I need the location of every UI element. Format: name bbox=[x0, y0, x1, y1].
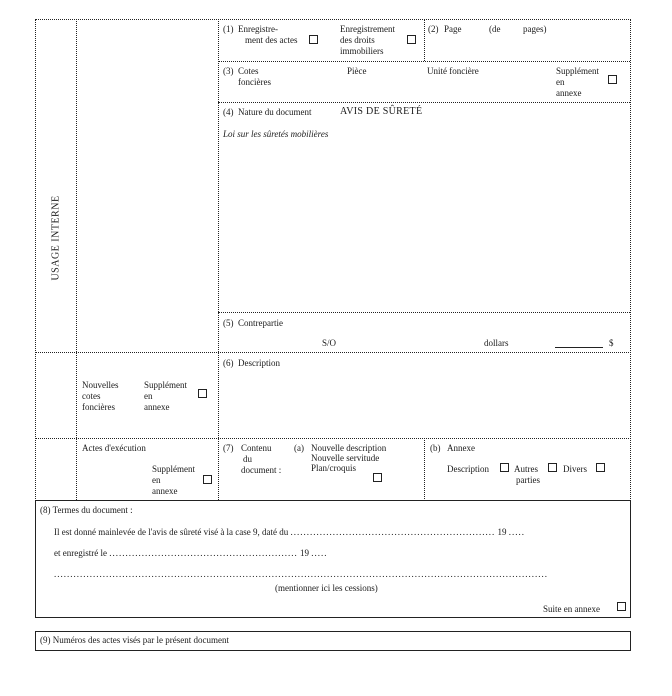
divider bbox=[424, 438, 425, 501]
cessions-dots: ........................................................................................................................................................ bbox=[54, 569, 548, 579]
actes-supplement-label bbox=[152, 464, 195, 497]
nouv-supp-line-2: en bbox=[144, 391, 153, 401]
droits-line-3: immobiliers bbox=[340, 46, 384, 56]
field-7a-checkbox[interactable] bbox=[373, 473, 382, 482]
autres-line-2: parties bbox=[516, 475, 540, 485]
autres-line-1: Autres bbox=[514, 464, 538, 474]
date-field[interactable]: ............................................................... bbox=[290, 527, 496, 537]
supp-line-2: en bbox=[556, 77, 565, 87]
cessions-field[interactable] bbox=[54, 569, 624, 581]
nature-label: Nature du document bbox=[238, 107, 312, 117]
form-top-box bbox=[35, 19, 631, 501]
contenu-line-3: document : bbox=[241, 465, 282, 475]
annexe-description-label: Description bbox=[447, 464, 489, 474]
droits-line-1: Enregistrement bbox=[340, 24, 395, 34]
contenu-label bbox=[241, 443, 281, 476]
terms-line-2-text: et enregistré le bbox=[54, 548, 107, 558]
cotes-line-2: foncières bbox=[238, 77, 271, 87]
divider bbox=[76, 19, 77, 500]
nouvelle-description: Nouvelle description bbox=[311, 443, 387, 453]
actes-supp-line-3: annexe bbox=[152, 486, 178, 496]
contenu-line-1: Contenu bbox=[241, 443, 272, 453]
divider bbox=[424, 19, 425, 61]
supplement-checkbox[interactable] bbox=[608, 75, 617, 84]
supplement-label bbox=[556, 66, 599, 99]
actes-supp-line-2: en bbox=[152, 475, 161, 485]
field-1-actes-label bbox=[238, 24, 297, 46]
droits-line-2: des droits bbox=[340, 35, 375, 45]
divers-checkbox[interactable] bbox=[596, 463, 605, 472]
terms-line-1 bbox=[54, 527, 525, 537]
unite-fonciere-label: Unité foncière bbox=[427, 66, 479, 76]
nouvelles-cotes-label bbox=[82, 380, 119, 413]
year-prefix: 19 bbox=[497, 527, 507, 537]
cotes-label bbox=[238, 66, 271, 88]
annexe-description-checkbox[interactable] bbox=[500, 463, 509, 472]
divider bbox=[35, 352, 631, 353]
field-5-number: (5) bbox=[223, 318, 234, 328]
section-8-box bbox=[35, 500, 631, 618]
plan-croquis: Plan/croquis bbox=[311, 463, 356, 473]
nouvelle-servitude: Nouvelle servitude bbox=[311, 453, 380, 463]
year-field-2[interactable]: ..... bbox=[311, 548, 328, 558]
field-1-number: (1) bbox=[223, 24, 234, 34]
divider bbox=[218, 61, 630, 62]
actes-execution-label: Actes d'exécution bbox=[82, 443, 146, 453]
cotes-line-1: Cotes bbox=[238, 66, 259, 76]
divider bbox=[218, 102, 630, 103]
field-7b-marker: (b) bbox=[430, 443, 441, 453]
terms-line-1-text: Il est donné mainlevée de l'avis de sûreté visé à la case 9, daté du bbox=[54, 527, 289, 537]
droits-checkbox[interactable] bbox=[407, 35, 416, 44]
section-9-title: (9) Numéros des actes visés par le présent document bbox=[40, 635, 229, 645]
supp-line-3: annexe bbox=[556, 88, 582, 98]
field-2-number: (2) bbox=[428, 24, 439, 34]
actes-checkbox[interactable] bbox=[309, 35, 318, 44]
contrepartie-label: Contrepartie bbox=[238, 318, 283, 328]
nouvelles-supplement-checkbox[interactable] bbox=[198, 389, 207, 398]
supp-line-1: Supplément bbox=[556, 66, 599, 76]
suite-annexe-label: Suite en annexe bbox=[543, 604, 600, 614]
nouv-supp-line-1: Supplément bbox=[144, 380, 187, 390]
autres-parties-label bbox=[514, 464, 540, 486]
nature-value: AVIS DE SÛRETÉ bbox=[340, 106, 423, 117]
nouv-supp-line-3: annexe bbox=[144, 402, 170, 412]
divider bbox=[35, 438, 631, 439]
actes-line-2: ment des actes bbox=[245, 35, 298, 45]
field-7-number: (7) bbox=[223, 443, 234, 453]
actes-supp-line-1: Supplément bbox=[152, 464, 195, 474]
registration-date-field[interactable]: .......................................................... bbox=[109, 548, 298, 558]
actes-supplement-checkbox[interactable] bbox=[203, 475, 212, 484]
terms-line-2 bbox=[54, 548, 327, 558]
field-4-number: (4) bbox=[223, 107, 234, 117]
field-7a-marker: (a) bbox=[294, 443, 304, 453]
contenu-line-2: du bbox=[243, 454, 252, 464]
dollars-label: dollars bbox=[484, 338, 509, 348]
field-3-number: (3) bbox=[223, 66, 234, 76]
pages-label: pages) bbox=[523, 24, 547, 34]
autres-parties-checkbox[interactable] bbox=[548, 463, 557, 472]
actes-line-1: Enregistre- bbox=[238, 24, 278, 34]
year-field[interactable]: ..... bbox=[508, 527, 526, 537]
field-1-droits-label bbox=[340, 24, 395, 57]
currency-symbol: $ bbox=[609, 338, 614, 348]
field-7a-options bbox=[311, 443, 386, 473]
piece-label: Pièce bbox=[347, 66, 367, 76]
page-label: Page bbox=[444, 24, 462, 34]
description-label: Description bbox=[238, 358, 280, 368]
contrepartie-value: S/O bbox=[322, 338, 337, 348]
year-prefix-2: 19 bbox=[299, 548, 309, 558]
divider bbox=[218, 312, 630, 313]
nouvelles-line-1: Nouvelles bbox=[82, 380, 119, 390]
nouvelles-line-3: foncières bbox=[82, 402, 115, 412]
cessions-note: (mentionner ici les cessions) bbox=[275, 583, 378, 593]
law-reference: Loi sur les sûretés mobilières bbox=[223, 129, 329, 139]
annexe-label: Annexe bbox=[447, 443, 475, 453]
usage-interne-label: USAGE INTERNE bbox=[50, 195, 62, 281]
nouvelles-supplement-label bbox=[144, 380, 187, 413]
section-8-title: (8) Termes du document : bbox=[40, 505, 133, 515]
divers-label: Divers bbox=[563, 464, 587, 474]
field-6-number: (6) bbox=[223, 358, 234, 368]
page-of-label: (de bbox=[489, 24, 501, 34]
suite-annexe-checkbox[interactable] bbox=[617, 602, 626, 611]
amount-field[interactable] bbox=[555, 347, 603, 348]
divider bbox=[218, 19, 219, 500]
nouvelles-line-2: cotes bbox=[82, 391, 101, 401]
